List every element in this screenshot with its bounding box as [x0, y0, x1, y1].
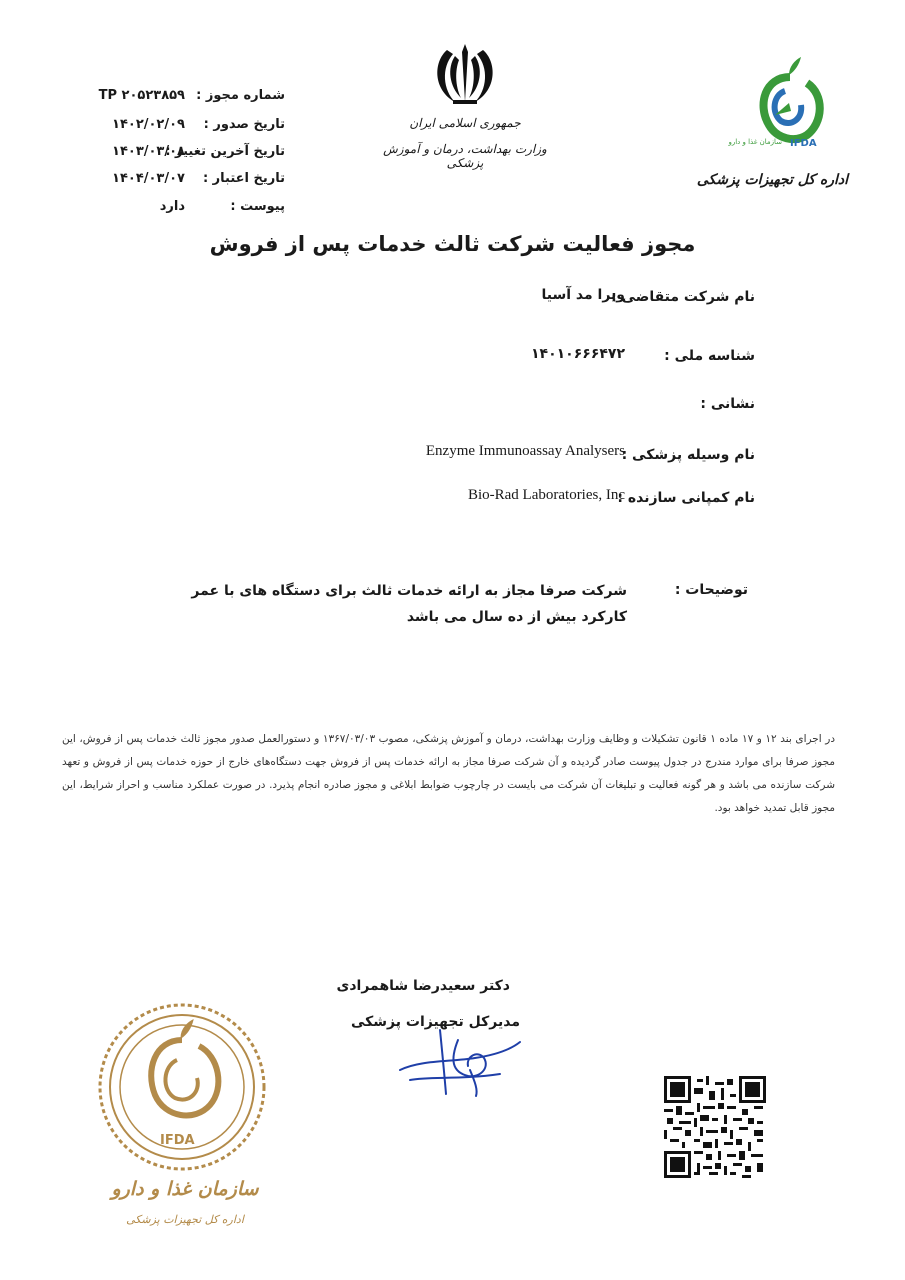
national-id-value: ۱۴۰۱۰۶۶۶۴۷۲	[531, 346, 625, 362]
license-no-value: TP ۲۰۵۲۳۸۵۹	[98, 88, 185, 103]
signature-scribble	[380, 1010, 530, 1100]
validity-label: تاریخ اعتبار :	[202, 171, 285, 186]
issue-date-value: ۱۴۰۲/۰۲/۰۹	[112, 117, 185, 132]
iran-emblem-icon	[425, 40, 505, 110]
meta-last-change-row	[40, 144, 285, 166]
license-no-label: شماره مجوز :	[196, 88, 285, 103]
attachment-label: پیوست :	[230, 199, 285, 214]
emblem-line2: وزارت بهداشت، درمان و آموزش پزشکی	[383, 142, 547, 170]
ifda-seal	[95, 1000, 270, 1175]
signature-icon	[380, 1010, 530, 1100]
signatory-title: مدیرکل تجهیزات پزشکی	[350, 1014, 520, 1030]
description-value: شرکت صرفا مجاز به ارائه خدمات ثالث برای دستگاه های با عمر کارکرد بیش از ده سال می باشد	[191, 583, 627, 625]
last-change-label: تاریخ آخرین تغییر :	[165, 144, 285, 159]
company-value: ویرا مد آسیا	[541, 287, 625, 303]
emblem-line1: جمهوری اسلامی ایران	[409, 116, 521, 130]
meta-license-row	[40, 88, 285, 110]
last-change-value: ۱۴۰۳/۰۳/۰۸	[112, 144, 185, 159]
manufacturer-value: Bio-Rad Laboratories, Inc	[467, 487, 625, 503]
meta-attachment-row	[40, 199, 285, 221]
device-label: نام وسیله پزشکی :	[621, 447, 755, 463]
attachment-value: دارد	[159, 199, 185, 214]
address-label: نشانی :	[700, 396, 755, 412]
qr-code	[664, 1076, 766, 1178]
ifda-seal-icon	[95, 1000, 270, 1175]
manufacturer-label: نام کمپانی سازنده :	[617, 490, 755, 506]
meta-issue-row	[40, 117, 285, 139]
iran-emblem	[425, 40, 505, 110]
seal-org-name: سازمان غذا و دارو	[111, 1178, 259, 1200]
legal-text: در اجرای بند ۱۲ و ۱۷ ماده ۱ قانون تشکیلات و وظایف وزارت بهداشت، درمان و آموزش پزشکی، مصوب ۱۳۶۷/۰۳/۰۳ و دستورالعمل صدور مجوز ثالث خدمات پس از فروش، این مجوز صرفا برای موارد مندرج در جدول پیوست صادر گردیده و آن شرکت صرفا مجاز به ارائه خدمات پس از فروش جهت دستگاه‌های خارج از حوزه خدمات پس از فروش و تعهد شرکت سازنده می باشد و هر گونه فعالیت و تبلیغات آن شرکت می بایست در چارچوب ضوابط ابلاغی و مجوز صادره انجام پذیرد. در صورت عملکرد مناسب و احراز شرایط، این مجوز قابل تمدید خواهد بود.	[62, 733, 835, 814]
signatory-name: دکتر سعیدرضا شاهمرادی	[336, 978, 510, 994]
ifda-logo-subtext: سازمان غذا و دارو	[728, 138, 782, 146]
qr-code-icon	[664, 1076, 766, 1178]
issue-date-label: تاریخ صدور :	[203, 117, 285, 132]
company-label: نام شرکت متقاضی :	[611, 289, 755, 305]
ifda-dept: اداره کل تجهیزات پزشکی	[696, 172, 848, 188]
description-label: توضیحات :	[674, 582, 748, 598]
national-id-label: شناسه ملی :	[664, 348, 755, 364]
seal-dept-name: اداره کل تجهیزات پزشکی	[126, 1213, 244, 1226]
validity-value: ۱۴۰۴/۰۳/۰۷	[112, 171, 185, 186]
page-title: مجوز فعالیت شرکت ثالث خدمات پس از فروش	[209, 232, 696, 256]
meta-validity-row	[40, 171, 285, 193]
seal-logo-text: IFDA	[160, 1133, 195, 1148]
ifda-logo-text: IFDA	[790, 138, 817, 149]
device-value: Enzyme Immunoassay Analysers	[425, 443, 625, 459]
